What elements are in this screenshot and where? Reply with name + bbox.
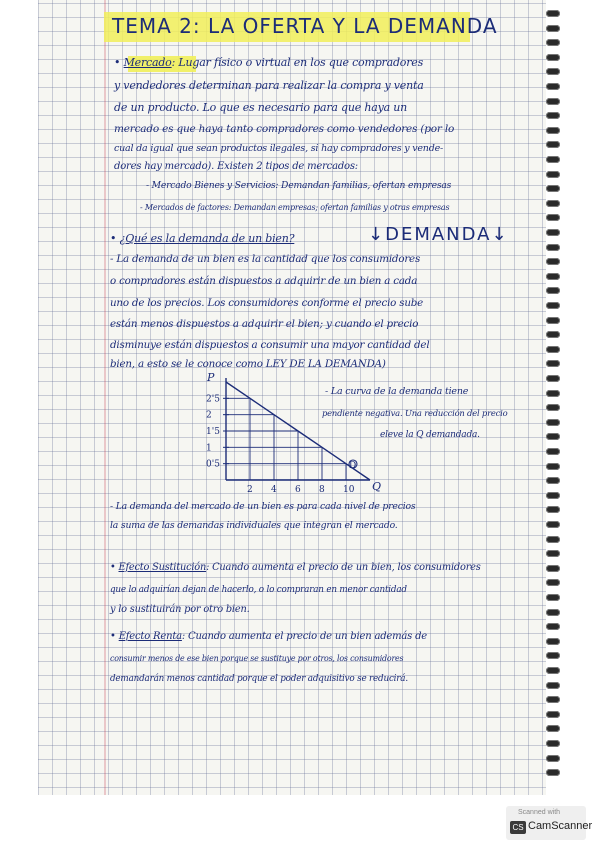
spiral-ring	[546, 638, 560, 645]
spiral-ring	[546, 360, 560, 367]
spiral-binding	[546, 10, 568, 795]
spiral-ring	[546, 550, 560, 557]
mercado-line-3: mercado es que haya tanto compradores como vendedores (por lo	[114, 123, 455, 135]
stamp-brand: CamScanner	[528, 820, 593, 832]
x-axis-label: Q	[372, 480, 382, 493]
spiral-ring	[546, 740, 560, 747]
spiral-ring	[546, 375, 560, 382]
y-tick-label: 0'5	[206, 459, 220, 470]
spiral-ring	[546, 419, 560, 426]
spiral-ring	[546, 98, 560, 105]
spiral-ring	[546, 667, 560, 674]
sustitucion-term: Efecto Sustitución	[118, 562, 207, 573]
spiral-ring	[546, 565, 560, 572]
spiral-ring	[546, 755, 560, 762]
spiral-ring	[546, 200, 560, 207]
demanda-line-0: - La demanda de un bien es la cantidad que los consumidores	[110, 253, 421, 265]
page-title: TEMA 2: LA OFERTA Y LA DEMANDA	[112, 14, 498, 38]
spiral-ring	[546, 433, 560, 440]
margin-line	[104, 0, 106, 795]
sustitucion-line-0: • Efecto Sustitución: Cuando aumenta el precio de un bien, los consumidores	[110, 562, 481, 573]
demanda-line-4: disminuye están dispuestos a consumir una mayor cantidad del	[110, 339, 430, 351]
spiral-ring	[546, 214, 560, 221]
x-tick-label: 8	[319, 485, 325, 495]
spiral-ring	[546, 112, 560, 119]
x-tick-label: 10	[343, 485, 355, 495]
spiral-ring	[546, 273, 560, 280]
demanda-line-2: uno de los precios. Los consumidores conforme el precio sube	[110, 297, 424, 309]
mercado-line-4: cual da igual que sean productos ilegales, si hay compradores y vende-	[114, 143, 444, 154]
demanda-question: • ¿Qué es la demanda de un bien?	[110, 232, 295, 245]
curve-label: D	[349, 461, 357, 471]
spiral-ring	[546, 83, 560, 90]
renta-term: Efecto Renta	[118, 631, 182, 642]
spiral-ring	[546, 346, 560, 353]
x-tick-label: 4	[271, 485, 277, 495]
spiral-ring	[546, 331, 560, 338]
spiral-ring	[546, 185, 560, 192]
spiral-ring	[546, 682, 560, 689]
spiral-ring	[546, 10, 560, 17]
market-demand-line-0: - La demanda del mercado de un bien es para cada nivel de precios	[110, 501, 416, 512]
y-tick-label: 2	[206, 410, 212, 421]
spiral-ring	[546, 287, 560, 294]
mercado-type-1: - Mercados de factores: Demandan empresas; ofertan familias y otras empresas	[140, 203, 450, 212]
spiral-ring	[546, 652, 560, 659]
spiral-ring	[546, 229, 560, 236]
mercado-line-5: dores hay mercado). Existen 2 tipos de mercados:	[114, 161, 358, 172]
spiral-ring	[546, 711, 560, 718]
mercado-term: Mercado	[123, 56, 172, 69]
spiral-ring	[546, 769, 560, 776]
spiral-ring	[546, 623, 560, 630]
y-tick-label: 1	[206, 443, 212, 454]
spiral-ring	[546, 317, 560, 324]
demanda-heading: ↓DEMANDA↓	[368, 224, 509, 245]
spiral-ring	[546, 171, 560, 178]
spiral-ring	[546, 302, 560, 309]
y-tick-label: 1'5	[206, 427, 220, 437]
sustitucion-line-2: y lo sustituirán por otro bien.	[110, 604, 250, 615]
chart-note-2: eleve la Q demandada.	[380, 430, 480, 440]
y-axis-label: P	[207, 372, 215, 384]
renta-line-2: demandarán menos cantidad porque el poder adquisitivo se reducirá.	[110, 674, 408, 684]
spiral-ring	[546, 448, 560, 455]
spiral-ring	[546, 258, 560, 265]
stamp-caption: Scanned with	[518, 809, 561, 816]
y-tick-label: 2'5	[206, 394, 220, 405]
spiral-ring	[546, 536, 560, 543]
demanda-line-1: o compradores están dispuestos a adquirir de un bien a cada	[110, 275, 418, 287]
sustitucion-line-1: que lo adquirían dejan de hacerlo, o lo compraran en menor cantidad	[110, 585, 407, 595]
demanda-line-3: están menos dispuestos a adquirir el bien; y cuando el precio	[110, 318, 419, 330]
x-tick-label: 2	[247, 485, 253, 495]
spiral-ring	[546, 506, 560, 513]
renta-line-1: consumir menos de ese bien porque se sustituye por otros, los consumidores	[110, 654, 404, 663]
renta-line-0: • Efecto Renta: Cuando aumenta el precio de un bien además de	[110, 631, 427, 642]
spiral-ring	[546, 521, 560, 528]
demanda-line-5: bien, a esto se le conoce como LEY DE LA DEMANDA)	[110, 358, 386, 370]
camscanner-logo-icon: CS	[510, 821, 526, 834]
spiral-ring	[546, 39, 560, 46]
spiral-ring	[546, 477, 560, 484]
chart-note-1: pendiente negativa. Una reducción del precio	[322, 408, 508, 418]
spiral-ring	[546, 156, 560, 163]
mercado-type-0: - Mercado Bienes y Servicios: Demandan familias, ofertan empresas	[146, 180, 452, 191]
spiral-ring	[546, 25, 560, 32]
spiral-ring	[546, 68, 560, 75]
market-demand-line-1: la suma de las demandas individuales que integran el mercado.	[110, 520, 398, 531]
spiral-ring	[546, 594, 560, 601]
spiral-ring	[546, 492, 560, 499]
mercado-line-0: • Mercado: Lugar físico o virtual en los que compradores	[114, 56, 424, 69]
spiral-ring	[546, 463, 560, 470]
spiral-ring	[546, 725, 560, 732]
spiral-ring	[546, 54, 560, 61]
spiral-ring	[546, 390, 560, 397]
x-tick-label: 6	[295, 485, 301, 495]
mercado-line-2: de un producto. Lo que es necesario para que haya un	[114, 101, 408, 114]
spiral-ring	[546, 579, 560, 586]
spiral-ring	[546, 404, 560, 411]
spiral-ring	[546, 141, 560, 148]
camscanner-stamp	[506, 806, 593, 840]
spiral-ring	[546, 696, 560, 703]
spiral-ring	[546, 609, 560, 616]
chart-note-0: - La curva de la demanda tiene	[325, 386, 469, 397]
mercado-line-1: y vendedores determinan para realizar la compra y venta	[114, 79, 424, 92]
spiral-ring	[546, 127, 560, 134]
spiral-ring	[546, 244, 560, 251]
